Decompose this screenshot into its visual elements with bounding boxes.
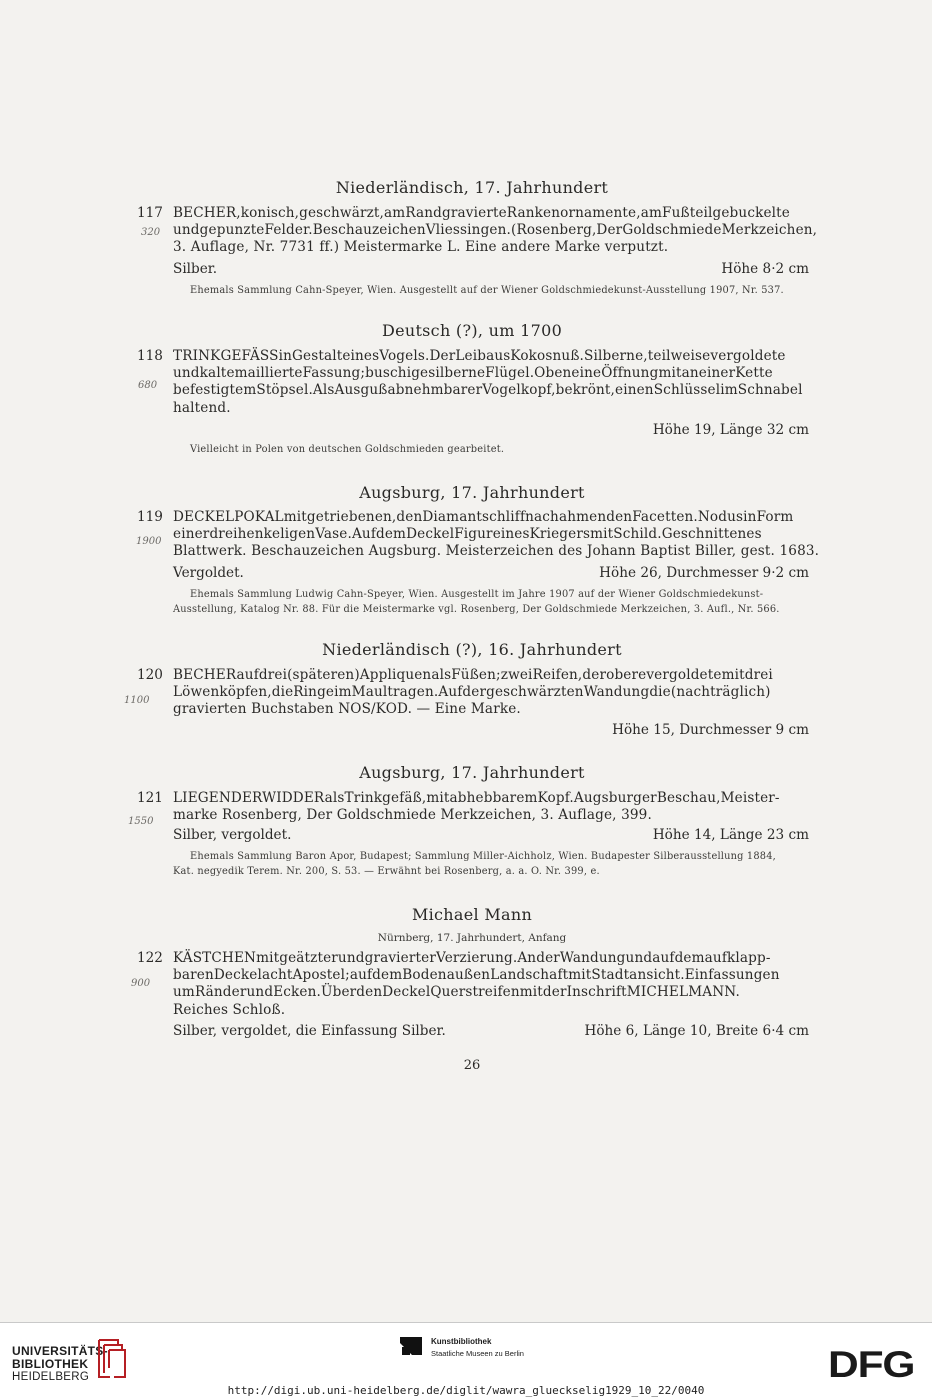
description-line: einerdreihenkeligenVase.AufdemDeckelFigureinesKriegersmitSchild.Geschnittenes <box>173 526 762 543</box>
page-number: 26 <box>463 1058 481 1073</box>
entry-meta <box>173 565 809 582</box>
provenance-note <box>173 588 809 617</box>
entry-meta <box>173 1023 809 1040</box>
description-line: gravierten Buchstaben NOS/KOD. — Eine Marke. <box>173 701 521 718</box>
description-line: Löwenköpfen,dieRingeimMaultragen.AufdergeschwärztenWandungdie(nachträglich) <box>173 684 771 701</box>
note-line: Ehemals Sammlung Ludwig Cahn-Speyer, Wien. Ausgestellt im Jahre 1907 auf der Wiener Goldschmiedekunst- <box>190 589 764 600</box>
entry-description <box>173 348 809 417</box>
provenance-note <box>190 443 808 458</box>
entry-number: 119 <box>137 509 163 525</box>
permalink-url[interactable]: http://digi.ub.uni-heidelberg.de/diglit/wawra_glueckselig1929_10_22/0040 <box>227 1384 705 1397</box>
note-line: Ehemals Sammlung Baron Apor, Budapest; Sammlung Miller-Aichholz, Wien. Budapester Silberausstellung 1884, <box>190 851 776 862</box>
entry-number: 120 <box>137 667 163 683</box>
description-line: marke Rosenberg, Der Goldschmiede Merkzeichen, 3. Auflage, 399. <box>173 807 652 824</box>
university-line-1: UNIVERSITÄTS- <box>12 1344 108 1358</box>
entry-description <box>173 205 818 257</box>
entry-material: Silber. <box>173 261 218 277</box>
pencil-price-mark: 1100 <box>124 695 150 706</box>
description-line: undgepunzteFelder.BeschauzeichenVliessingen.(Rosenberg,DerGoldschmiedeMerkzeichen, <box>173 222 818 239</box>
pencil-price-mark: 680 <box>138 380 158 391</box>
description-line: TRINKGEFÄSSinGestalteinesVogels.DerLeibausKokosnuß.Silberne,teilweisevergoldete <box>173 348 786 364</box>
description-line: Blattwerk. Beschauzeichen Augsburg. Meisterzeichen des Johann Baptist Biller, gest. 1683. <box>173 543 820 560</box>
entry-description <box>173 790 809 824</box>
entry-description <box>173 950 809 1019</box>
description-line: DECKELPOKALmitgetriebenen,denDiamantschliffnachahmendenFacetten.NodusinForm <box>173 509 794 525</box>
university-line-3: HEIDELBERG <box>12 1371 90 1383</box>
entry-number: 122 <box>137 950 163 966</box>
description-line: KÄSTCHENmitgeätzterundgravierterVerzierung.AnderWandungundaufdemaufklapp- <box>173 950 771 966</box>
university-line-2: BIBLIOTHEK <box>12 1357 89 1371</box>
provenance-note <box>173 850 809 879</box>
entry-material: Silber, vergoldet. <box>173 827 292 843</box>
section-heading: Niederländisch (?), 16. Jahrhundert <box>322 640 622 659</box>
entry-material: Vergoldet. <box>173 565 244 581</box>
description-line: Reiches Schloß. <box>173 1001 286 1018</box>
section-heading: Niederländisch, 17. Jahrhundert <box>335 178 609 197</box>
dfg-logo[interactable]: DFG <box>828 1344 915 1385</box>
entry-dimensions: Höhe 8·2 cm <box>721 261 809 277</box>
description-line: BECHER,konisch,geschwärzt,amRandgravierteRankenornamente,amFußteilgebuckelte <box>173 205 790 221</box>
entry-meta <box>173 827 809 844</box>
pencil-price-mark: 900 <box>131 978 151 989</box>
entry-dimensions: Höhe 14, Länge 23 cm <box>652 827 809 843</box>
entry-material: Silber, vergoldet, die Einfassung Silber. <box>173 1023 446 1039</box>
provenance-note <box>190 284 808 299</box>
section-heading: Augsburg, 17. Jahrhundert <box>359 763 585 782</box>
description-line: LIEGENDERWIDDERalsTrinkgefäß,mitabhebbaremKopf.AugsburgerBeschau,Meister- <box>173 790 780 806</box>
entry-meta <box>173 261 809 278</box>
pencil-price-mark: 1900 <box>136 536 162 547</box>
pencil-price-mark: 320 <box>141 227 161 238</box>
entry-dimensions: Höhe 6, Länge 10, Breite 6·4 cm <box>584 1023 809 1039</box>
description-line: umRänderundEcken.ÜberdenDeckelQuerstreifenmitderInschriftMICHELMANN. <box>173 984 740 1001</box>
section-heading: Michael Mann <box>411 905 533 924</box>
description-line: undkaltemaillierteFassung;buschigesilberneFlügel.ObeneineÖffnungmitaneinerKette <box>173 365 773 382</box>
description-line: haltend. <box>173 399 231 416</box>
digitization-footer <box>0 1322 932 1399</box>
library-name: Kunstbibliothek <box>431 1337 492 1346</box>
pencil-price-mark: 1550 <box>128 816 154 827</box>
entry-dimensions: Höhe 15, Durchmesser 9 cm <box>612 722 809 738</box>
description-line: befestigtemStöpsel.AlsAusgußabnehmbarerVogelkopf,bekrönt,einenSchlüsselimSchnabel <box>173 382 803 399</box>
entry-description <box>173 509 820 561</box>
note-line: Vielleicht in Polen von deutschen Goldschmieden gearbeitet. <box>190 444 505 455</box>
kunstbibliothek-icon <box>398 1333 426 1359</box>
description-line: barenDeckelachtApostel;aufdemBodenaußenLandschaftmitStadtansicht.Einfassungen <box>173 967 780 984</box>
section-heading: Deutsch (?), um 1700 <box>381 321 563 340</box>
entry-dimensions: Höhe 19, Länge 32 cm <box>652 422 809 438</box>
note-line: Ausstellung, Katalog Nr. 88. Für die Meistermarke vgl. Rosenberg, Der Goldschmiede Merkzeichen, 3. Aufl., Nr. 566. <box>173 603 780 615</box>
kunstbibliothek-logo[interactable] <box>398 1333 524 1364</box>
note-line: Ehemals Sammlung Cahn-Speyer, Wien. Ausgestellt auf der Wiener Goldschmiedekunst-Ausstellung 1907, Nr. 537. <box>190 285 784 296</box>
entry-description <box>173 667 809 719</box>
university-library-logo[interactable] <box>12 1345 108 1384</box>
description-line: 3. Auflage, Nr. 7731 ff.) Meistermarke L. Eine andere Marke verputzt. <box>173 239 669 256</box>
entry-number: 117 <box>137 205 163 221</box>
section-subheading: Nürnberg, 17. Jahrhundert, Anfang <box>377 932 567 944</box>
section-heading: Augsburg, 17. Jahrhundert <box>359 483 585 502</box>
library-emblem-icon <box>96 1337 128 1385</box>
entry-dimensions: Höhe 26, Durchmesser 9·2 cm <box>599 565 809 581</box>
entry-number: 121 <box>137 790 163 806</box>
library-subtitle: Staatliche Museen zu Berlin <box>431 1349 524 1358</box>
description-line: BECHERaufdrei(späteren)AppliquenalsFüßen;zweiReifen,deroberevergoldetemitdrei <box>173 667 773 683</box>
note-line: Kat. negyedik Terem. Nr. 200, S. 53. — Erwähnt bei Rosenberg, a. a. O. Nr. 399, e. <box>173 865 600 877</box>
entry-number: 118 <box>137 348 163 364</box>
